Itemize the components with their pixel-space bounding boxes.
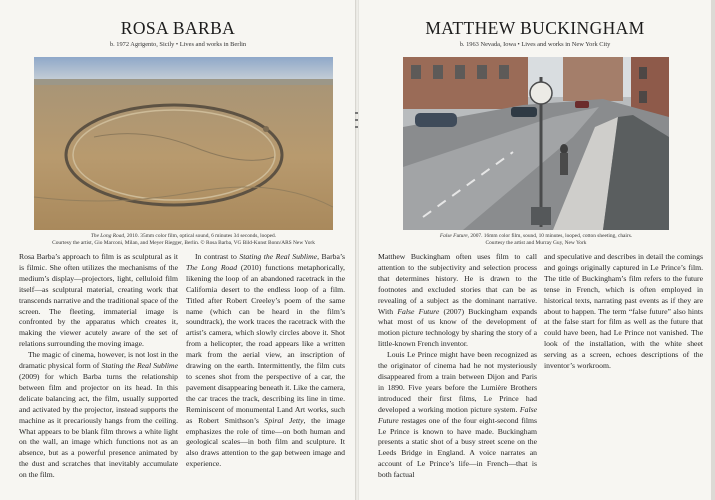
paragraph: Matthew Buckingham often uses film to call attention to the subjectivity and selection process that determines history. He is drawn to the footnotes and excluded stories that can be as revealing of a subject as the dominant narrative. With False Future (2007) Buckingham expands what most of us know of the development of motion picture technology by sharing the story of a little-known French inventor. <box>378 252 537 349</box>
caption-line-2: Courtesy the artist, Gio Marconi, Milan, and Meyer Riegger, Berlin. © Rosa Barba, VG Bild-Kunst Bonn/ARS New York <box>52 239 315 246</box>
binding-stitch <box>355 112 358 114</box>
false-future-photo <box>403 57 669 230</box>
text-column-1 <box>19 252 178 481</box>
text-column-1 <box>378 252 537 481</box>
image-caption <box>369 233 703 246</box>
paragraph: Rosa Barba’s approach to film is as sculptural as it is filmic. She often utilizes the mechanisms of the medium’s display—projectors, light, celluloid film itself—as sculptural material, creating work that transcends narrative and the traditional space of the screen. The fleeting, immaterial image is confronted by the apparatus which creates it, making the viewer acutely aware of the set of relations surrounding the moving image. <box>19 252 178 349</box>
artist-bio: b. 1972 Agrigento, Sicily • Lives and works in Berlin <box>109 41 247 48</box>
artist-bio: b. 1963 Nevada, Iowa • Lives and works in New York City <box>459 41 611 48</box>
caption-line-1: False Future, 2007. 16mm color film, sound, 10 minutes, looped, cotton sheeting, chairs. <box>439 233 633 239</box>
text-column-2 <box>544 252 703 372</box>
desert-racetrack-image <box>34 57 333 230</box>
binding-stitch <box>355 119 358 121</box>
leeds-bridge-street-image <box>403 57 669 230</box>
paragraph: Louis Le Prince might have been recognized as the originator of cinema had he not mysteriously disappeared from a train between Dijon and Paris in 1890. Five years before the Lumière Brothers introduced their first films, Le Prince had developed a working motion picture system. False Future restages one of the four eight-second films Le Prince is known to have made. Buckingham presents a static shot of a busy street scene on the Leeds Bridge in England. A voice narrates an account of Le Prince’s life—in French—that is both factual <box>378 350 537 480</box>
page-edge <box>711 0 715 500</box>
paragraph: In contrast to Stating the Real Sublime, Barba’s The Long Road (2010) functions metaphorically, likening the loop of an abandoned racetrack in the California desert to the endless loop of a film. Titled after Robert Creeley’s poem of the same name (which can be heard in the film’s soundtrack), the work traces the racetrack with the artist’s camera, which slowly circles above it. Shot from a helicopter, the road appears like a written mark from the aerial view, an inscription of drawing on the earth. Intermittently, the film cuts to scenes shot from the perspective of a car, the pavement disappearing beneath it. Like the camera, the car traces the track, describing its line in time. Reminiscent of monumental Land Art works, such as Robert Smithson’s Spiral Jetty, the image emphasizes the role of time—on both human and geological scales—in both film and sculpture. It also draws attention to the gap between image and experience. <box>186 252 346 469</box>
caption-title: False Future <box>439 233 468 239</box>
paragraph: The magic of cinema, however, is not lost in the dramatic physical form of Stating the Real Sublime (2009) for which Barba turns the relationship between film and projector on its head. In this delicate balancing act, the film, usually supported and activated by the projector, instead supports the machine as it precariously hangs from the ceiling. What appears to be blank film throws a white light on the wall, an image which functions not as an absence, but as a powerful presence animated by the dust and scratches that inevitably accumulate on the film. <box>19 350 179 480</box>
binding-stitch <box>355 126 358 128</box>
caption-line-2: Courtesy the artist and Murray Guy, New York <box>485 239 587 246</box>
the-long-road-photo <box>34 57 333 230</box>
caption-line-1: The Long Road, 2010. 35mm color film, optical sound, 6 minutes 34 seconds, looped. <box>90 233 277 239</box>
right-page <box>359 0 715 500</box>
image-caption <box>20 233 347 246</box>
text-column-2 <box>186 252 345 470</box>
paragraph: and speculative and describes in detail the comings and goings originally captured in Le Prince’s film. The title of Buckingham’s film refers to the future tense in French, which is often employed in historical texts, narrating past events as if they are about to happen. The term “false future” also hints at the false start for film as well as the future that could have been, had Le Prince not vanished. The look of the installation, with the white sheet serving as a screen, echoes descriptions of the inventor’s workroom. <box>544 252 703 371</box>
caption-title: The Long Road <box>90 233 125 239</box>
artist-name: MATTHEW BUCKINGHAM <box>425 18 645 38</box>
artist-name: ROSA BARBA <box>120 18 236 38</box>
left-page <box>0 0 356 500</box>
